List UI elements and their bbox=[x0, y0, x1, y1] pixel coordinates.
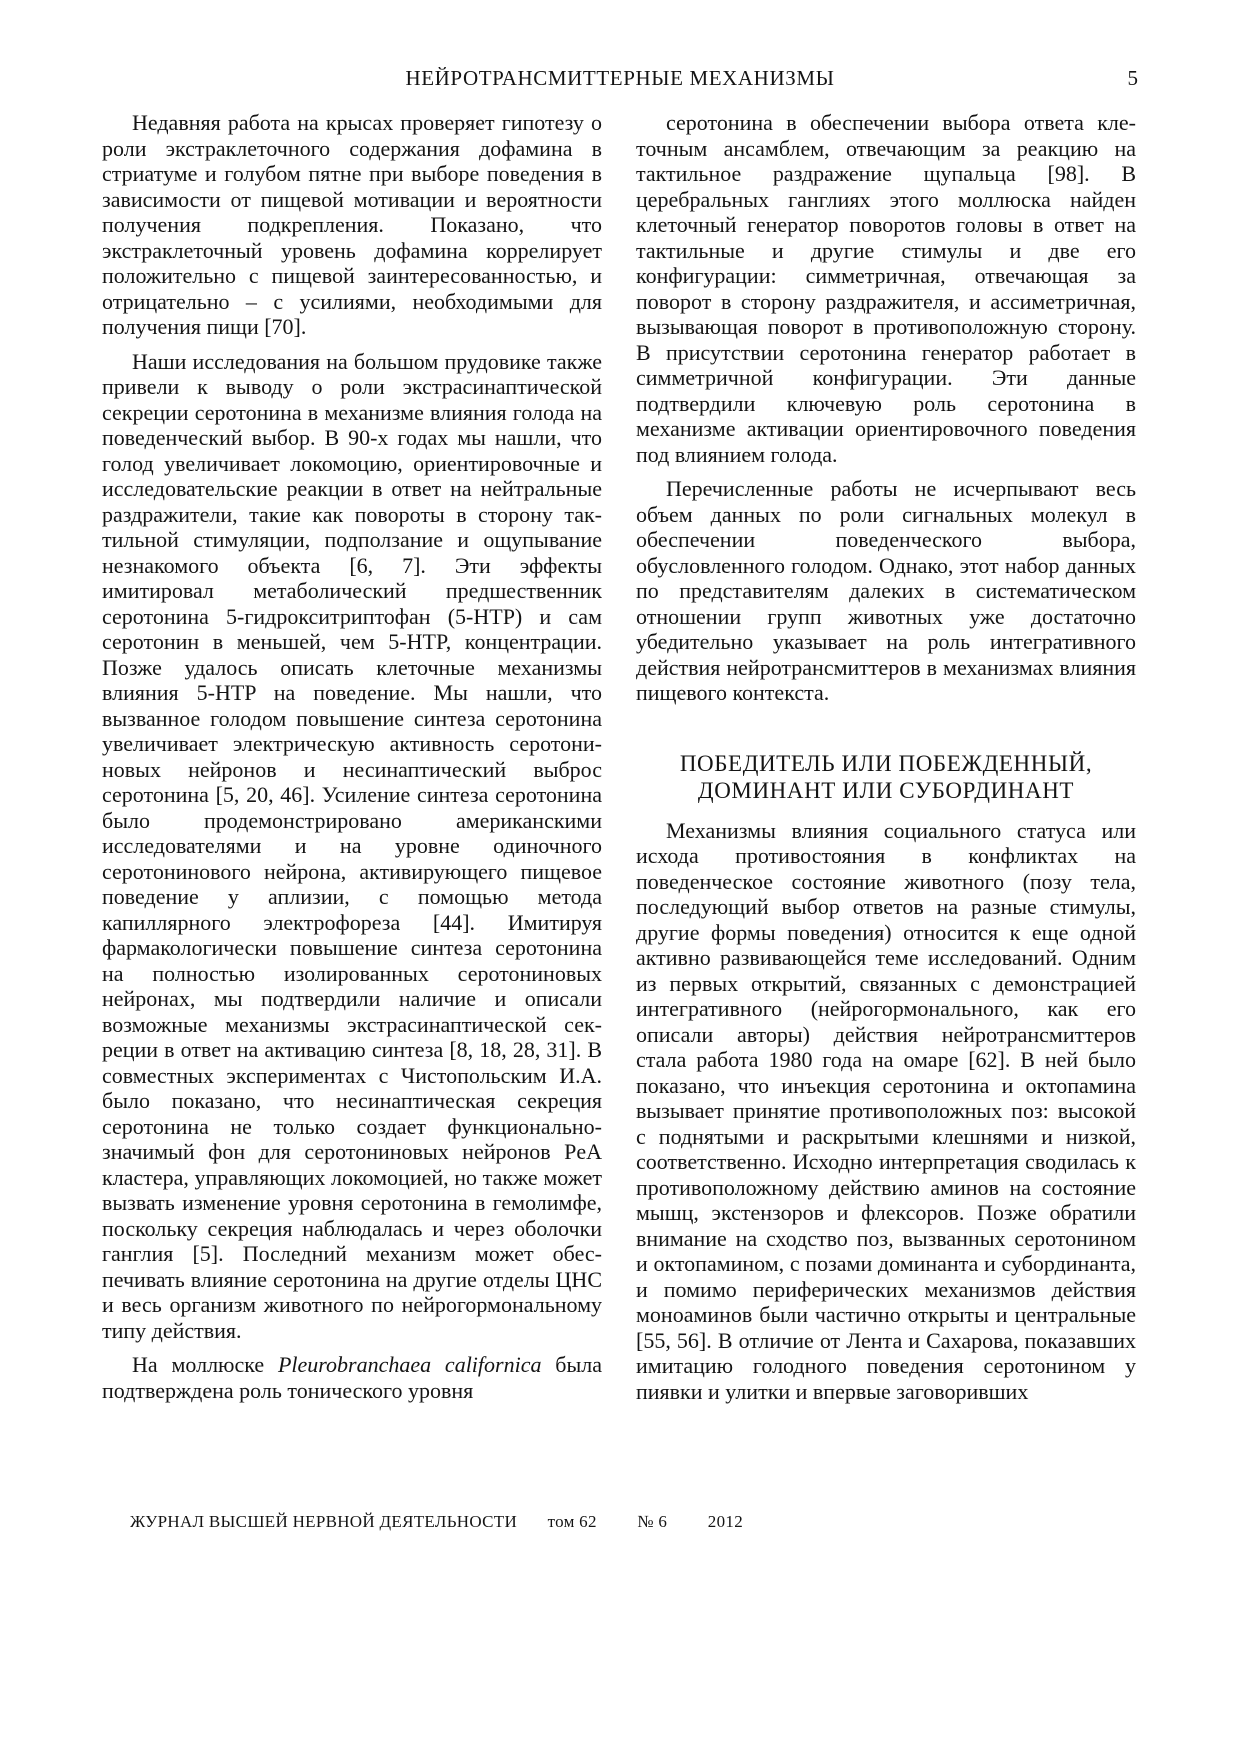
right-column bbox=[636, 110, 1136, 1413]
paragraph-text-prefix: На моллюске bbox=[132, 1352, 278, 1377]
footer-year: 2012 bbox=[707, 1512, 743, 1531]
footer-volume: том 62 bbox=[547, 1512, 597, 1531]
running-title: НЕЙРОТРАНСМИТТЕРНЫЕ МЕХАНИЗМЫ bbox=[405, 66, 835, 90]
paragraph-summary: Перечисленные работы не исчерпывают весь объем данных по роли сигнальных молекул в обеспечении поведенческого выбора, обусловленного голодом. Однако, этот набор данных по представителям далеких в систематическом отношении групп животных уже достаточно убедительно указывает на роль интегративного действия нейротрансмиттеров в механизмах влияния пищевого контекста. bbox=[636, 476, 1136, 705]
left-column bbox=[102, 110, 602, 1412]
paragraph-social-status: Механизмы влияния социального статуса или исхода противостояния в конфликтах на поведенческое состояние животного (позу тела, последующий выбор ответов на разные стимулы, другие формы поведения) относится к еще одной активно развивающейся теме исследований. Одним из первых открытий, связанных с демонстрацией интегративного (нейрогормонального, как его описали авторы) действия нейротрансмиттеров стала работа 1980 года на омаре [62]. В ней было показано, что инъекция серотонина и октопамина вызывает принятие противоположных поз: высокой с поднятыми и раскрытыми клешнями и низкой, соответственно. Исходно интерпретация сводилась к противоположному действию аминов на состояние мышц, экстензоров и флексоров. Позже обратили внимание на сходство поз, вызванных серотонином и октопамином, с позами доминанта и субординанта, и помимо периферических механизмов действия моноаминов были частично открыты и центральные [55, 56]. В отличие от Лента и Сахарова, показавших имитацию голодного поведения серотонином у пиявки и улитки и впервые заговоривших bbox=[636, 817, 1136, 1404]
species-name: Pleurobranchaea californica bbox=[277, 1352, 542, 1377]
paragraph-text: Наши исследования на большом прудовике также привели к выводу о роли экстрасинаптической секреции серотонина в механизме влияния голода на поведенческий выбор. В 90-х годах мы нашли, что голод увеличивает локомоцию, ориентировочные и исследовательские реакции в ответ на нейтральные раздражители, такие как повороты в сторону тактильной стимуляции, подползание и ощупывание незнакомого объекта [6, 7]. Эти эффекты имитировал метаболический предшественник серотонина 5-гидрокситриптофан (5-HTP) и сам серотонин в меньшей, чем 5-HTP, концентрации. Позже удалось описать клеточные механизмы влияния 5-HTP на поведение. Мы нашли, что вызванное голодом повышение синтеза серотонина увеличивает электрическую активность серотониновых нейронов и несинаптический выброс серотонина [5, 20, 46]. Усиление синтеза серотонина было продемонстрировано американскими исследователями и на уровне одиночного серотонинового нейрона, активирующего пищевое поведение у аплизии, с помощью метода капиллярного электрофореза [44]. Имитируя фармакологически повышение синтеза серотонина на полностью изолированных серотониновых нейронах, мы подтвердили наличие и описали возможные механизмы экстрасинаптической секреции в ответ на активацию синтеза [8, 18, 28, 31]. В совместных экспериментах с Чистопольским И.А. было показано, что несинаптическая секреция серотонина не только создает функционально-значимый фон для серотониновых нейронов PeA кластера, управляющих локомоцией, но также может вызвать изменение уровня серотонина в гемолимфе, поскольку секреция наблюдалась и через оболочки ганглия [5]. Последний механизм может обеспечивать влияние серотонина на другие отделы ЦНС и весь организм животного по нейрогормональному типу действия. bbox=[102, 348, 602, 1343]
section-heading-line-1: ПОБЕДИТЕЛЬ ИЛИ ПОБЕЖДЕННЫЙ, bbox=[679, 750, 1093, 776]
paragraph-head-turn-generator: серотонина в обеспечении выбора ответа клеточным ансамблем, отвечающим за реакцию на тактильное раздражение щупальца [98]. В церебральных ганглиях этого моллюска найден клеточный генератор поворотов головы в ответ на тактильные и другие стимулы и две его конфигурации: симметричная, отвечающая за поворот в сторону раздражителя, и ассиметричная, вызывающая поворот в противоположную сторону. В присутствии серотонина генератор работает в симметричной конфигурации. Эти данные подтвердили ключевую роль серотонина в механизме активaции ориентировочного поведения под влиянием голода. bbox=[636, 110, 1136, 467]
paragraph-dopamine-rats: Недавняя работа на крысах проверяет гипотезу о роли экстраклеточного содержания дофамина в стриатуме и голубом пятне при выборе поведения в зависимости от пищевой мотивации и вероятности получения подкрепления. Показано, что экстраклеточный уровень дофамина коррелирует положительно с пищевой заинтересованностью, и отрицательно – с усилиями, необходимыми для получения пищи [70]. bbox=[102, 110, 602, 339]
footer-journal-name: ЖУРНАЛ ВЫСШЕЙ НЕРВНОЙ ДЕЯТЕЛЬНОСТИ bbox=[130, 1512, 518, 1531]
page-number: 5 bbox=[1127, 66, 1138, 90]
footer-issue: № 6 bbox=[637, 1512, 668, 1531]
paragraph-pleurobranchaea bbox=[102, 1352, 602, 1403]
paragraph-text-suffix: была подтверждена роль тонического уровня bbox=[102, 1352, 602, 1403]
paragraph-pond-snail-serotonin bbox=[102, 349, 602, 1344]
section-heading bbox=[636, 750, 1136, 804]
section-heading-line-2: ДОМИНАНТ ИЛИ СУБОРДИНАНТ bbox=[697, 777, 1075, 803]
journal-footer bbox=[130, 1512, 930, 1538]
